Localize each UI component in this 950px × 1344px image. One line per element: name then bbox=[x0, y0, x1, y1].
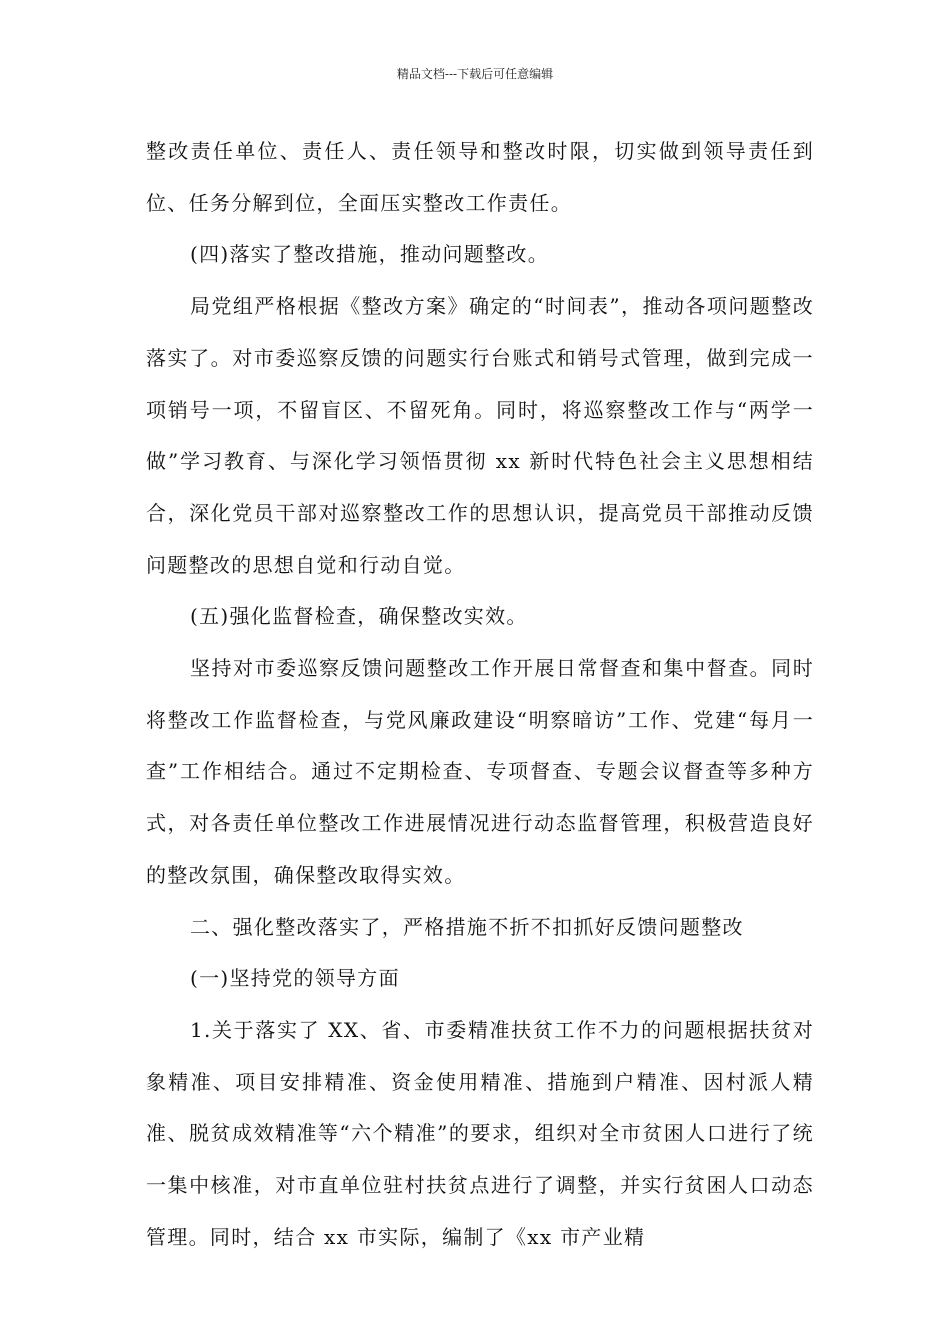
paragraph-8: 1.关于落实了 XX、省、市委精准扶贫工作不力的问题根据扶贫对象精准、项目安排精准、资金使用精准、措施到户精准、因村派人精准、脱贫成效精准等“六个精准”的要求，组织对全市贫困人口进行了统一集中核准，对市直单位驻村扶贫点进行了调整，并实行贫困人口动态管理。同时，结合 xx 市实际，编制了《xx 市产业精 bbox=[146, 1017, 814, 1249]
chapter-heading-2: 二、强化整改落实了，严格措施不折不扣抓好反馈问题整改 bbox=[190, 914, 744, 939]
section-heading-4: (四)落实了整改措施，推动问题整改。 bbox=[190, 242, 550, 267]
section-heading-1: (一)坚持党的领导方面 bbox=[190, 966, 400, 991]
section-heading-5: (五)强化监督检查，确保整改实效。 bbox=[190, 604, 528, 629]
paragraph-1: 整改责任单位、责任人、责任领导和整改时限，切实做到领导责任到位、任务分解到位，全面压实整改工作责任。 bbox=[146, 139, 814, 215]
paragraph-3: 局党组严格根据《整改方案》确定的“时间表”，推动各项问题整改落实了。对市委巡察反馈的问题实行台账式和销号式管理，做到完成一项销号一项，不留盲区、不留死角。同时，将巡察整改工作与“两学一做”学习教育、与深化学习领悟贯彻 xx 新时代特色社会主义思想相结合，深化党员干部对巡察整改工作的思想认识，提高党员干部推动反馈问题整改的思想自觉和行动自觉。 bbox=[146, 294, 814, 577]
paragraph-5: 坚持对市委巡察反馈问题整改工作开展日常督查和集中督查。同时将整改工作监督检查，与党风廉政建设“明察暗访”工作、党建“每月一查”工作相结合。通过不定期检查、专项督查、专题会议督查等多种方式，对各责任单位整改工作进展情况进行动态监督管理，积极营造良好的整改氛围，确保整改取得实效。 bbox=[146, 656, 814, 887]
page-header: 精品文档---下载后可任意编辑 bbox=[396, 67, 554, 81]
document-body bbox=[146, 126, 814, 1263]
